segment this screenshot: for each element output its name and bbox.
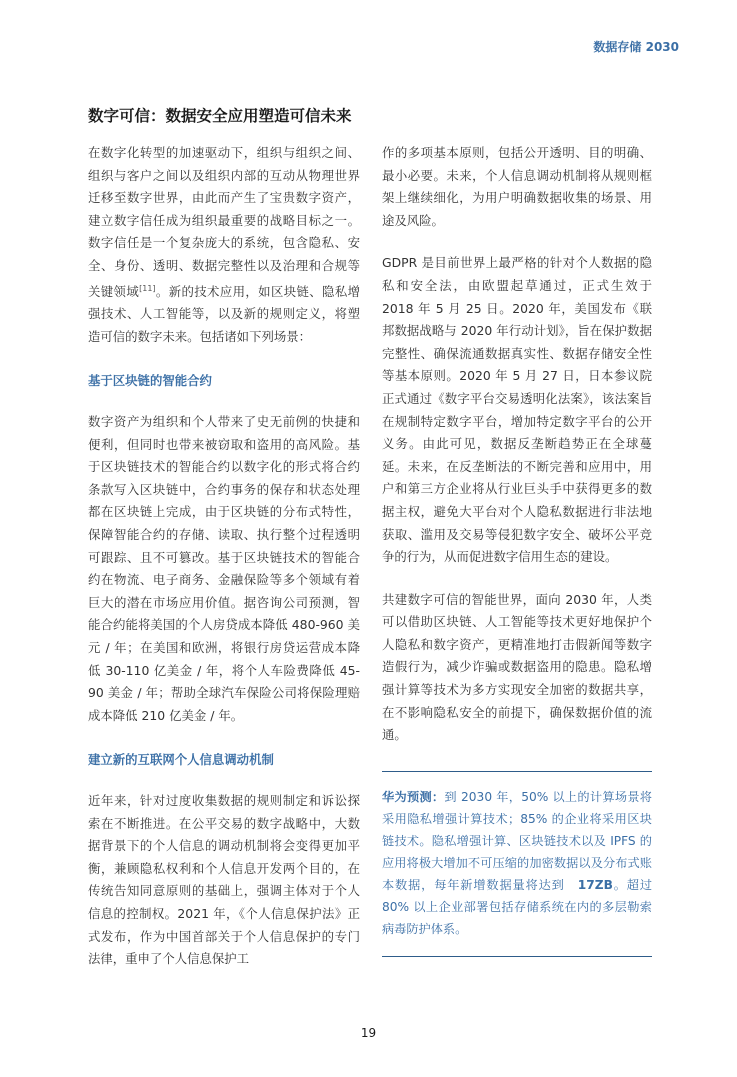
section-title: 数字可信：数据安全应用塑造可信未来	[88, 107, 352, 125]
intro-text: 在数字化转型的加速驱动下，组织与组织之间、组织与客户之间以及组织内部的互动从物理世界迁移至数字世界，由此而产生了宝贵数字资产，建立数字信任成为组织最重要的战略目标之一。数字信任是一个复杂庞大的系统，包含隐私、安全、身份、透明、数据完整性以及治理和合规等关键领域	[88, 145, 360, 299]
page-number: 19	[360, 1026, 377, 1040]
prediction-lead: 华为预测：	[382, 789, 445, 804]
principles-paragraph: 作的多项基本原则，包括公开透明、目的明确、最小必要。未来，个人信息调动机制将从规则框架上继续细化，为用户明确数据收集的场景、用途及风险。	[382, 145, 652, 228]
intro-paragraph	[88, 142, 360, 348]
prediction-text	[382, 786, 652, 940]
personal-info-paragraph: 近年来，针对过度收集数据的规则制定和诉讼探索在不断推进。在公平交易的数字战略中，大数据背景下的个人信息的调动机制将会变得更加平衡，兼顾隐私权利和个人信息开发两个目的，在传统告知同意原则的基础上，强调主体对于个人信息的控制权。2021 年，《个人信息保护法》正式发布，作为中国首部关于个人信息保护的专门法律，重申了个人信息保护工	[88, 792, 360, 967]
prediction-box	[382, 771, 652, 957]
prediction-highlight: 17ZB	[577, 877, 613, 892]
vision-paragraph: 共建数字可信的智能世界，面向 2030 年，人类可以借助区块链、人工智能等技术更好地保护个人隐私和数字资产，更精准地打击假新闻等数字造假行为，减少诈骗或数据盗用的隐患。隐私增强计算等技术为多方实现安全加密的数据共享，在不影响隐私安全的前提下，确保数据价值的流通。	[382, 591, 652, 743]
right-column	[382, 142, 652, 957]
prediction-body-1: 到 2030 年，50% 以上的计算场景将采用隐私增强计算技术；85% 的企业将采用区块链技术。隐私增强计算、区块链技术以及 IPFS 的应用将极大增加不可压缩的加密数据以及分布式账本数据，每年新增数据量将达到	[382, 789, 652, 892]
subheading-personal-info: 建立新的互联网个人信息调动机制	[88, 752, 274, 768]
gdpr-paragraph: GDPR 是目前世界上最严格的针对个人数据的隐私和安全法，由欧盟起草通过，正式生效于 2018 年 5 月 25 日。2020 年，美国发布《联邦数据战略与 2020 年行动计划》，旨在保护数据完整性、确保流通数据真实性、数据存储安全性等基本原则。2020 年 5 月 27 日，日本参议院正式通过《数字平台交易透明化法案》，该法案旨在规制特定数字平台，增加特定数字平台的公开义务。由此可见，数据反垄断趋势正在全球蔓延。未来，在反垄断法的不断完善和应用中，用户和第三方企业将从行业巨头手中获得更多的数据主权，避免大平台对个人隐私数据进行非法地获取、滥用及交易等侵犯数字安全、破坏公平竞争的行为，从而促进数字信用生态的建设。	[382, 255, 652, 565]
intro-tail: 。新的技术应用，如区块链、隐私增强技术、人工智能等，以及新的规则定义，将塑造可信的数字未来。包括诸如下列场景：	[88, 283, 361, 344]
subheading-smart-contract: 基于区块链的智能合约	[88, 373, 212, 389]
left-column	[88, 142, 360, 971]
citation-marker: [11]	[139, 283, 156, 293]
smart-contract-paragraph: 数字资产为组织和个人带来了史无前例的快捷和便利，但同时也带来被窃取和盗用的高风险。基于区块链技术的智能合约以数字化的形式将合约条款写入区块链中，合约事务的保存和状态处理都在区块链上完成，由于区块链的分布式特性，保障智能合约的存储、读取、执行整个过程透明可跟踪、且不可篡改。基于区块链技术的智能合约在物流、电子商务、金融保险等多个领域有着巨大的潜在市场应用价值。据咨询公司预测，智能合约能将美国的个人房贷成本降低 480-960 美元 / 年；在美国和欧洲，将银行房贷运营成本降低 30-110 亿美金 / 年，将个人车险费降低 45-90 美金 / 年；帮助全球汽车保险公司将保险理赔成本降低 210 亿美金 / 年。	[88, 414, 360, 723]
running-header: 数据存储 2030	[593, 40, 679, 54]
prediction-body-2: 。超过 80% 以上企业部署包括存储系统在内的多层勒索病毒防护体系。	[382, 877, 653, 936]
